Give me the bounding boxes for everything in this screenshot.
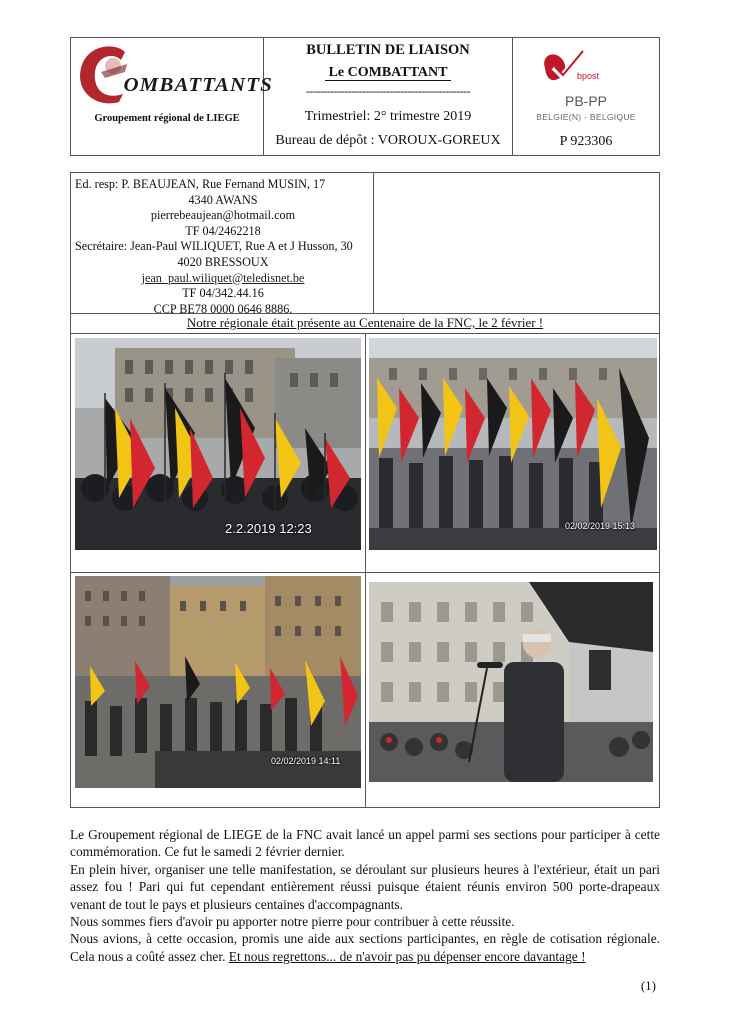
group-label: Groupement régional de LIEGE: [94, 113, 240, 124]
bulletin-name: Le COMBATTANT: [325, 65, 452, 81]
quarterly-label: Trimestriel: 2° trimestre 2019: [304, 109, 472, 124]
secretary-phone: TF 04/342.44.16: [182, 286, 264, 301]
photo-flags-square-2: [369, 338, 657, 550]
ccp-account: CCP BE78 0000 0646 8886.: [153, 301, 293, 316]
logo-word: OMBATTANTS: [123, 74, 273, 96]
caption-box: [70, 314, 660, 334]
article-paragraph: [70, 930, 660, 965]
secretary-city: 4020 BRESSOUX: [177, 254, 269, 269]
photo-speaker: [369, 582, 653, 782]
photo-caption: Notre régionale était présente au Centenaire de la FNC, le 2 février !: [186, 315, 544, 330]
separator-line: -----------------------------------------------: [305, 84, 471, 98]
bulletin-title: BULLETIN DE LIAISON: [306, 42, 470, 58]
article-body: [70, 826, 660, 965]
photo-flags-square-1: [75, 338, 361, 550]
editor-divider: [373, 173, 374, 313]
postal-code: PB-PP: [564, 93, 607, 109]
logo-cell: [71, 38, 273, 155]
article-underlined-text: Et nous regrettons... de n'avoir pas pu dépenser encore davantage !: [228, 948, 586, 964]
bpost-label: bpost: [577, 71, 600, 81]
article-text: Nous avions, à cette occasion, promis une aide aux sections participantes, en règle de cotisation régionale. Cela nous a coûté assez cher.: [70, 931, 660, 964]
secretary-line: Secrétaire: Jean-Paul WILIQUET, Rue A et J Husson, 30: [75, 239, 353, 254]
photo-grid: [70, 334, 660, 808]
photo-timestamp: 02/02/2019 15:13: [565, 521, 636, 531]
editor-box: [70, 172, 660, 314]
country-label: BELGIE(N) - BELGIQUE: [536, 112, 636, 122]
page-number: (1): [640, 978, 656, 993]
photo-flags-square-3: [75, 576, 361, 788]
editor-line: Ed. resp: P. BEAUJEAN, Rue Fernand MUSIN, 17: [75, 177, 326, 191]
photo-timestamp: 02/02/2019 14:11: [271, 756, 341, 766]
editor-lines: [75, 177, 371, 317]
permit-number: P 923306: [559, 134, 613, 149]
article-paragraph: Le Groupement régional de LIEGE de la FNC avait lancé un appel parmi ses sections pour participer à cette commémoration. Ce fut le samedi 2 février dernier.: [70, 827, 660, 860]
bulletin-cell: [264, 38, 513, 155]
photo-image: [369, 582, 653, 782]
editor-phone: TF 04/2462218: [185, 223, 261, 238]
secretary-email-link[interactable]: jean_paul.wiliquet@teledisnet.be: [141, 270, 305, 285]
grid-divider: [365, 334, 366, 807]
depot-office: Bureau de dépôt : VOROUX-GOREUX: [275, 133, 501, 148]
article-paragraph: En plein hiver, organiser une telle manifestation, se déroulant sur plusieurs heures à l'extérieur, était un pari assez fou ! Pari qui fut cependant entièrement réussi puisque étaient réunis environ 500 porte-drapeaux venant de tout le pays et plusieurs centaines d'accompagnants.: [70, 861, 660, 912]
bpost-logo-icon: [539, 48, 600, 88]
header-table: [70, 37, 660, 156]
bulletin-name-wrap: [264, 65, 512, 81]
photo-image: [75, 338, 361, 550]
photo-image: [369, 338, 657, 550]
postage-cell: [513, 38, 659, 155]
editor-email: pierrebeaujean@hotmail.com: [150, 208, 296, 223]
article-paragraph: Nous sommes fiers d'avoir pu apporter notre pierre pour contribuer à cette réussite.: [70, 914, 515, 930]
editor-line: 4340 AWANS: [188, 192, 258, 207]
photo-timestamp: 2.2.2019 12:23: [225, 521, 312, 536]
